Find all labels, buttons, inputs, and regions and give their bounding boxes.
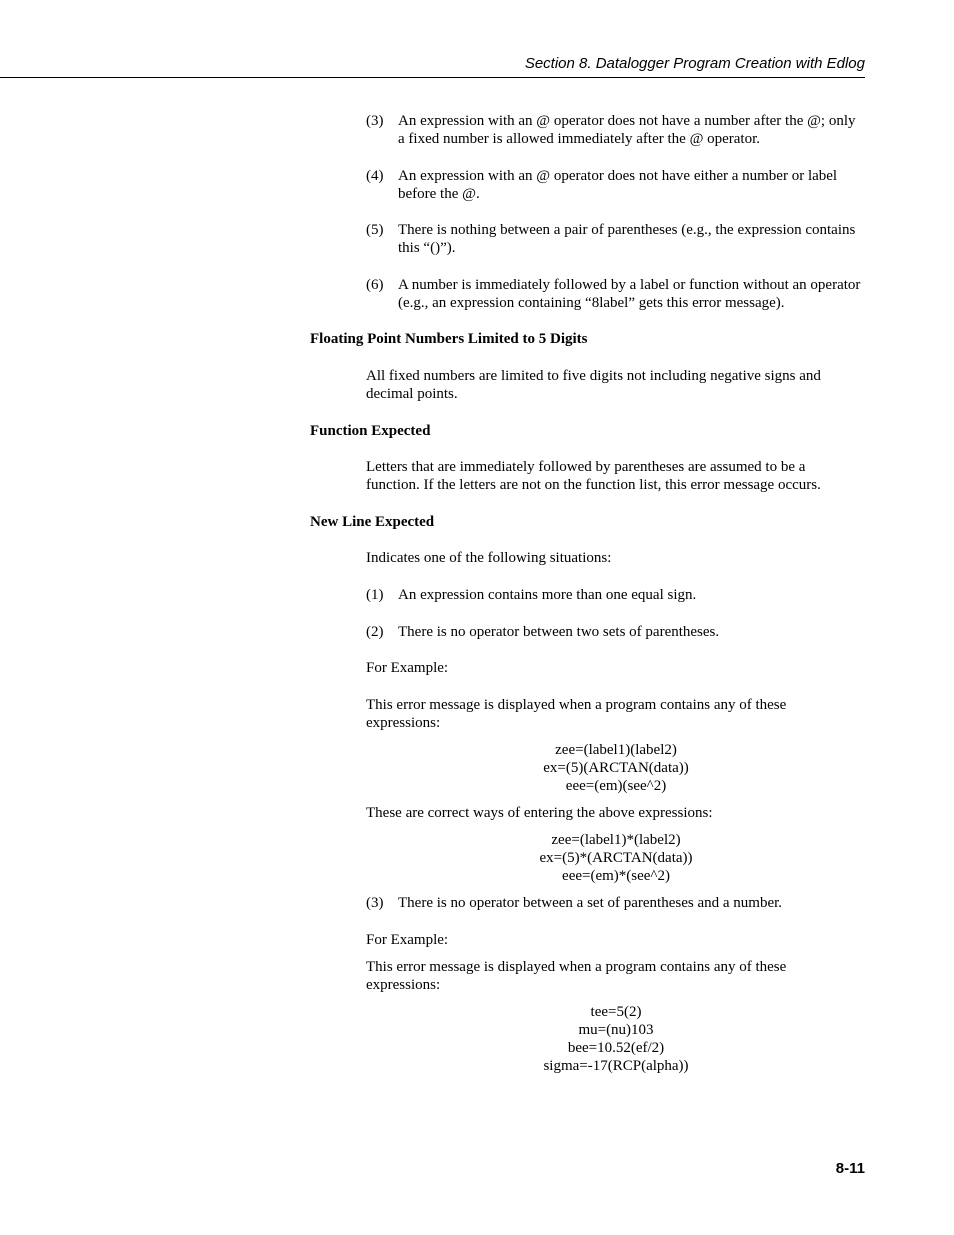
section-heading: Floating Point Numbers Limited to 5 Digits [310, 331, 588, 347]
page-number: 8-11 [835, 1160, 865, 1177]
code-expression: zee=(label1)(label2) [555, 742, 677, 758]
list-text: An expression with an @ operator does not have either a number or label before the @. [398, 168, 838, 202]
list-text: There is no operator between two sets of parentheses. [398, 624, 720, 640]
paragraph: These are correct ways of entering the above expressions: [366, 805, 713, 821]
code-expression: sigma=-17(RCP(alpha)) [543, 1058, 689, 1074]
code-expression: ex=(5)(ARCTAN(data)) [543, 760, 689, 776]
code-expression: zee=(label1)*(label2) [551, 832, 681, 848]
section-title: Section 8. Datalogger Program Creation with Edlog [524, 55, 865, 72]
code-expression: bee=10.52(ef/2) [567, 1040, 665, 1056]
code-expression: tee=5(2) [590, 1004, 642, 1020]
paragraph: For Example: [366, 660, 449, 676]
list-item [366, 623, 861, 641]
list-item [366, 276, 861, 312]
code-expression: ex=(5)*(ARCTAN(data)) [539, 850, 693, 866]
list-item [366, 167, 861, 203]
list-item [366, 894, 861, 912]
list-item [366, 586, 861, 604]
list-text: An expression with an @ operator does not have a number after the @; only a fixed number is allowed immediately after the @ operator. [398, 113, 856, 147]
paragraph: Indicates one of the following situations: [366, 550, 612, 566]
list-number: (1) [366, 587, 384, 603]
paragraph: Letters that are immediately followed by parentheses are assumed to be a function. If the letters are not on the function list, this error message occurs. [366, 459, 821, 493]
list-item [366, 221, 861, 257]
paragraph: This error message is displayed when a program contains any of these expressions: [366, 959, 787, 993]
list-item [366, 112, 861, 148]
list-text: An expression contains more than one equal sign. [398, 587, 697, 603]
paragraph: All fixed numbers are limited to five digits not including negative signs and decimal points. [366, 368, 821, 402]
section-heading: New Line Expected [310, 514, 435, 530]
paragraph: For Example: [366, 932, 449, 948]
section-heading: Function Expected [310, 423, 431, 439]
list-number: (2) [366, 624, 384, 640]
paragraph: This error message is displayed when a program contains any of these expressions: [366, 697, 787, 731]
list-number: (4) [366, 168, 384, 184]
list-number: (6) [366, 277, 384, 293]
list-text: There is nothing between a pair of parentheses (e.g., the expression contains this “()”). [398, 222, 856, 256]
list-text: There is no operator between a set of parentheses and a number. [398, 895, 783, 911]
list-number: (3) [366, 113, 384, 129]
list-number: (3) [366, 895, 384, 911]
code-expression: mu=(nu)103 [578, 1022, 654, 1038]
list-number: (5) [366, 222, 384, 238]
code-expression: eee=(em)(see^2) [565, 778, 667, 794]
page-header [0, 55, 865, 78]
code-expression: eee=(em)*(see^2) [562, 868, 670, 884]
list-text: A number is immediately followed by a label or function without an operator (e.g., an expression containing “8label” gets this error message). [398, 277, 861, 311]
